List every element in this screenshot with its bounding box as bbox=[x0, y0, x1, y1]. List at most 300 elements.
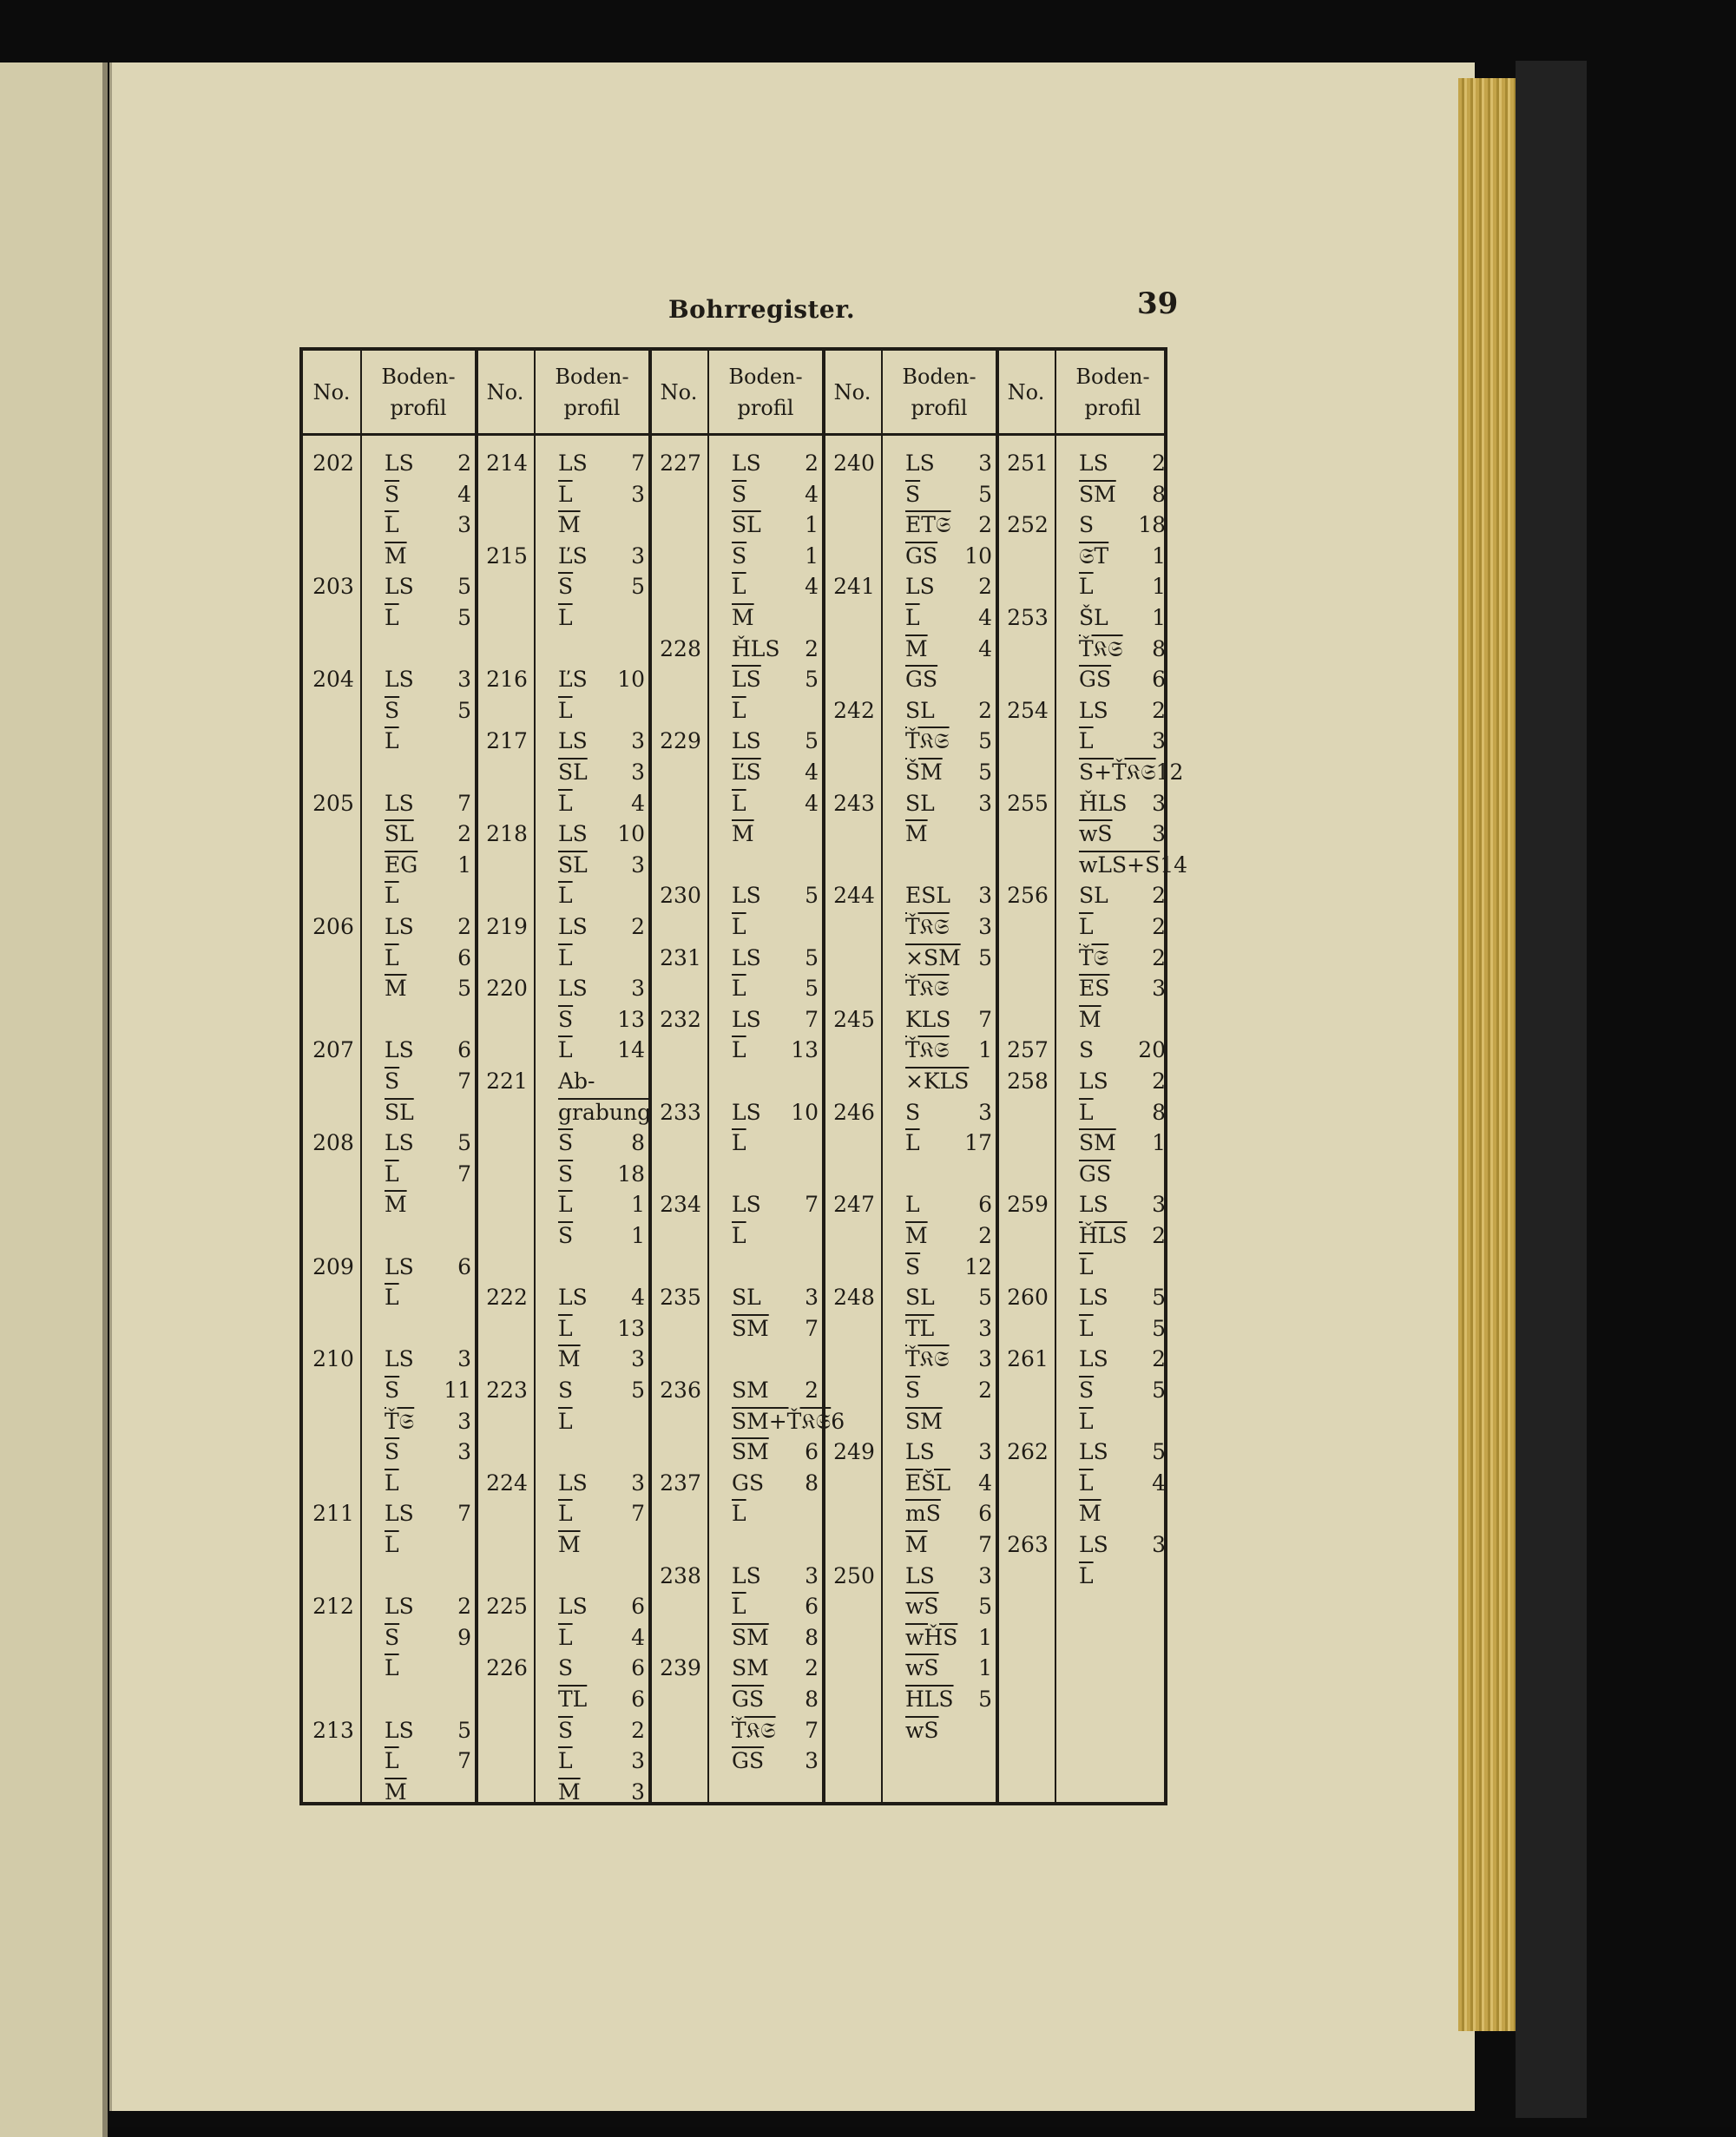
soil-layer bbox=[369, 1653, 482, 1684]
bore-number: 235 bbox=[660, 1285, 701, 1311]
soil-layer bbox=[542, 1004, 655, 1036]
soil-layer bbox=[369, 664, 482, 695]
soil-type: S bbox=[1079, 512, 1095, 538]
soil-type: $\overline{HLS}$ bbox=[905, 1686, 954, 1712]
soil-type: LS bbox=[385, 1594, 414, 1620]
layer-depth: 1 bbox=[805, 512, 819, 538]
header-no: No. bbox=[1007, 380, 1045, 404]
bore-number: 228 bbox=[660, 635, 701, 661]
layer-depth: 5 bbox=[457, 604, 471, 630]
soil-layer bbox=[890, 1035, 1003, 1066]
soil-layer bbox=[369, 695, 482, 727]
soil-type: $\overline{L}$ bbox=[558, 697, 573, 723]
soil-type: ĽS bbox=[558, 667, 588, 693]
layer-depth: 2 bbox=[805, 450, 819, 476]
soil-profile bbox=[369, 664, 482, 757]
layer-depth: 5 bbox=[978, 1686, 992, 1712]
layer-depth: 4 bbox=[978, 604, 992, 630]
soil-profile bbox=[542, 911, 655, 973]
soil-layer bbox=[716, 541, 829, 572]
soil-layer bbox=[716, 1498, 829, 1529]
header-bodenprofil-line1: Boden- bbox=[728, 365, 803, 389]
soil-profile bbox=[890, 1282, 1003, 1437]
soil-layer bbox=[716, 1591, 829, 1622]
soil-layer bbox=[716, 448, 829, 479]
layer-depth: 1 bbox=[631, 1192, 645, 1218]
soil-layer bbox=[542, 1498, 655, 1529]
soil-layer bbox=[716, 757, 829, 788]
soil-type: $\overline{S}$ bbox=[385, 481, 400, 507]
soil-type: $\overline{L}$ bbox=[558, 1192, 573, 1218]
soil-layer bbox=[369, 1375, 482, 1406]
soil-layer bbox=[369, 1406, 482, 1437]
header-bodenprofil bbox=[881, 361, 997, 424]
header-bodenprofil-line1: Boden- bbox=[1075, 365, 1150, 389]
soil-type: $\overline{L}$ bbox=[905, 1130, 920, 1156]
layer-depth: 3 bbox=[631, 1748, 645, 1774]
soil-type: LS bbox=[558, 1594, 588, 1620]
soil-layer bbox=[542, 1715, 655, 1746]
header-no: No. bbox=[833, 380, 871, 404]
bore-number: 219 bbox=[486, 914, 528, 939]
layer-depth: 4 bbox=[631, 1624, 645, 1650]
bore-number: 215 bbox=[486, 542, 528, 569]
soil-profile bbox=[369, 1715, 482, 1808]
layer-depth: 1 bbox=[457, 852, 471, 878]
bore-number: 222 bbox=[486, 1285, 528, 1311]
layer-depth: 8 bbox=[805, 1624, 819, 1650]
soil-type: LS bbox=[558, 450, 588, 476]
soil-type: LS bbox=[558, 1285, 588, 1311]
soil-type: $\overline{GS}$ bbox=[905, 667, 938, 693]
soil-profile bbox=[542, 1653, 655, 1807]
bore-number: 251 bbox=[1007, 450, 1049, 476]
soil-type: LS bbox=[732, 1006, 761, 1032]
soil-type: $\overline{S}$ bbox=[558, 1006, 574, 1032]
soil-layer bbox=[890, 788, 1003, 819]
soil-type: Ť𝔎𝔖 bbox=[1079, 635, 1123, 661]
header-bodenprofil-line2: profil bbox=[737, 396, 794, 420]
soil-layer bbox=[1063, 1128, 1176, 1159]
soil-type: $\overline{L}$ bbox=[385, 728, 399, 754]
soil-layer bbox=[890, 880, 1003, 911]
bore-number: 250 bbox=[833, 1562, 875, 1588]
soil-profile bbox=[1063, 1189, 1176, 1282]
soil-layer bbox=[1063, 510, 1176, 541]
layer-depth: 5 bbox=[805, 728, 819, 754]
soil-layer bbox=[716, 1468, 829, 1499]
layer-depth: 2 bbox=[978, 697, 992, 723]
soil-type: ĽS bbox=[558, 542, 588, 569]
soil-layer bbox=[369, 1282, 482, 1313]
soil-type: $\overline{L}$ bbox=[905, 604, 920, 630]
soil-type: Ť𝔎𝔖 bbox=[905, 976, 950, 1002]
soil-layer bbox=[716, 1282, 829, 1313]
bore-number: 212 bbox=[312, 1594, 354, 1620]
soil-type: $\overline{L}$ bbox=[732, 574, 746, 600]
soil-layer bbox=[1063, 973, 1176, 1004]
layer-depth: 1 bbox=[1152, 1130, 1166, 1156]
soil-layer bbox=[542, 1344, 655, 1375]
layer-depth: 3 bbox=[978, 1315, 992, 1341]
soil-type: $\overline{M}$ bbox=[1079, 1501, 1101, 1527]
soil-type: $\overline{L}$ bbox=[732, 1222, 746, 1248]
soil-type: $\overline{S}$ bbox=[1079, 1377, 1095, 1403]
soil-layer bbox=[542, 1313, 655, 1345]
soil-profile bbox=[716, 943, 829, 1004]
soil-profile bbox=[1063, 788, 1188, 881]
soil-type: $\overline{S}$ bbox=[385, 1624, 400, 1650]
header-no: No. bbox=[660, 380, 698, 404]
layer-depth: 5 bbox=[805, 976, 819, 1002]
soil-type: $\overline{S}$ bbox=[558, 1130, 574, 1156]
layer-depth: 4 bbox=[805, 759, 819, 785]
soil-layer bbox=[1063, 1220, 1176, 1252]
soil-layer bbox=[716, 1715, 829, 1746]
soil-layer bbox=[542, 1282, 655, 1313]
soil-layer bbox=[369, 1468, 482, 1499]
soil-type: $\overline{M}$ bbox=[385, 1779, 407, 1805]
soil-type: $\overline{S}$ bbox=[558, 1222, 574, 1248]
soil-layer bbox=[1063, 602, 1176, 634]
soil-type: LS bbox=[385, 1717, 414, 1743]
bore-number: 226 bbox=[486, 1655, 528, 1681]
soil-profile bbox=[542, 726, 655, 819]
soil-type: S bbox=[558, 1655, 574, 1681]
bore-number: 244 bbox=[833, 883, 875, 909]
soil-layer bbox=[716, 1220, 829, 1252]
soil-type: ȞLS bbox=[732, 635, 780, 661]
soil-type: $\overline{wȞS}$ bbox=[905, 1624, 958, 1650]
soil-layer bbox=[369, 1777, 482, 1808]
layer-depth: 3 bbox=[457, 1408, 471, 1434]
layer-depth: 4 bbox=[805, 481, 819, 507]
soil-layer bbox=[716, 1004, 829, 1036]
layer-depth: 4 bbox=[1152, 1470, 1166, 1496]
soil-profile bbox=[716, 880, 829, 942]
layer-depth: 7 bbox=[457, 1748, 471, 1774]
soil-profile bbox=[542, 541, 655, 634]
soil-profile bbox=[890, 1561, 1003, 1746]
soil-layer bbox=[542, 943, 655, 974]
soil-type: Ť𝔎𝔖 bbox=[905, 913, 950, 939]
soil-type: $\overline{L}$ bbox=[385, 1470, 399, 1496]
soil-layer bbox=[716, 1035, 829, 1066]
layer-depth: 4 bbox=[978, 635, 992, 661]
layer-depth: 14 bbox=[617, 1037, 645, 1063]
soil-type: $\overline{SL}$ bbox=[558, 852, 588, 878]
soil-layer bbox=[1063, 1159, 1176, 1190]
bore-number: 232 bbox=[660, 1006, 701, 1032]
layer-depth: 7 bbox=[457, 1068, 471, 1094]
soil-profile bbox=[716, 726, 829, 849]
soil-layer bbox=[542, 448, 655, 479]
layer-depth: 6 bbox=[831, 1408, 845, 1434]
page-number: 39 bbox=[1137, 286, 1179, 321]
soil-type: $\overline{S}$ bbox=[385, 1377, 400, 1403]
soil-type: $\overline{wS}$ bbox=[905, 1655, 939, 1681]
layer-depth: 3 bbox=[631, 1346, 645, 1372]
soil-layer bbox=[890, 448, 1003, 479]
soil-type: $\overline{M}$ bbox=[558, 512, 581, 538]
layer-depth: 6 bbox=[631, 1594, 645, 1620]
soil-type: $\overline{L}$ bbox=[1079, 1470, 1094, 1496]
soil-layer bbox=[716, 1746, 829, 1777]
soil-layer bbox=[542, 726, 655, 757]
layer-depth: 10 bbox=[617, 821, 645, 847]
soil-profile bbox=[890, 1437, 1003, 1560]
soil-layer bbox=[369, 1128, 482, 1159]
soil-layer bbox=[890, 1622, 1003, 1654]
bore-number: 223 bbox=[486, 1378, 528, 1403]
soil-type: $\overline{SM}$ bbox=[732, 1624, 769, 1650]
layer-depth: 3 bbox=[978, 1562, 992, 1588]
soil-type: $\overline{GS}$ bbox=[1079, 1161, 1112, 1187]
soil-profile bbox=[369, 571, 482, 633]
soil-layer bbox=[1063, 911, 1176, 943]
soil-type: LS bbox=[385, 667, 414, 693]
soil-type: $\overline{SL}$ bbox=[558, 759, 588, 785]
soil-type: $\overline{M}$ bbox=[905, 1222, 928, 1248]
soil-profile bbox=[1063, 1529, 1176, 1591]
soil-layer bbox=[1063, 479, 1176, 510]
layer-depth: 5 bbox=[457, 1717, 471, 1743]
layer-depth: 2 bbox=[1152, 1068, 1166, 1094]
soil-profile bbox=[369, 1498, 482, 1560]
soil-profile bbox=[542, 1591, 655, 1653]
soil-profile bbox=[890, 880, 1003, 1003]
soil-layer bbox=[890, 664, 1003, 695]
soil-layer bbox=[542, 541, 655, 572]
soil-layer bbox=[369, 1344, 482, 1375]
soil-layer bbox=[542, 1777, 655, 1808]
layer-depth: 2 bbox=[805, 635, 819, 661]
soil-layer bbox=[542, 1066, 655, 1097]
bore-number: 258 bbox=[1007, 1068, 1049, 1094]
soil-type: $\overline{M}$ bbox=[558, 1346, 581, 1372]
soil-type: L bbox=[905, 1192, 920, 1218]
bore-number: 207 bbox=[312, 1037, 354, 1063]
soil-type: LS bbox=[558, 976, 588, 1002]
soil-layer bbox=[890, 1220, 1003, 1252]
soil-type: $\overline{L}$ bbox=[732, 1501, 746, 1527]
soil-layer bbox=[1063, 1375, 1176, 1406]
soil-type: LS bbox=[732, 944, 761, 970]
soil-type: $\overline{L}$ bbox=[732, 1037, 746, 1063]
soil-layer bbox=[542, 1653, 655, 1684]
layer-depth: 5 bbox=[1152, 1315, 1166, 1341]
header-bodenprofil-line1: Boden- bbox=[902, 365, 976, 389]
soil-layer bbox=[1063, 1035, 1176, 1066]
soil-layer bbox=[890, 973, 1003, 1004]
layer-depth: 3 bbox=[1152, 976, 1166, 1002]
bore-number: 256 bbox=[1007, 883, 1049, 909]
soil-layer bbox=[369, 1189, 482, 1220]
soil-layer bbox=[890, 1128, 1003, 1159]
layer-depth: 2 bbox=[1152, 944, 1166, 970]
soil-layer bbox=[542, 1097, 655, 1128]
soil-type: $\overline{TL}$ bbox=[558, 1686, 588, 1712]
layer-depth: 3 bbox=[457, 512, 471, 538]
layer-depth: 3 bbox=[805, 1285, 819, 1311]
soil-profile bbox=[542, 973, 655, 1066]
bore-number: 245 bbox=[833, 1006, 875, 1032]
layer-depth: 13 bbox=[791, 1037, 819, 1063]
layer-depth: 3 bbox=[1152, 1532, 1166, 1557]
soil-layer bbox=[716, 788, 829, 819]
layer-depth: 2 bbox=[1152, 883, 1166, 909]
layer-depth: 1 bbox=[1152, 574, 1166, 600]
soil-type: $\overline{L}$ bbox=[1079, 1253, 1094, 1279]
layer-depth: 7 bbox=[978, 1531, 992, 1557]
soil-profile bbox=[369, 1252, 482, 1313]
soil-profile bbox=[1063, 602, 1176, 695]
bore-number: 239 bbox=[660, 1655, 701, 1681]
soil-profile bbox=[369, 448, 482, 571]
soil-type: $\overline{SM}$ bbox=[1079, 481, 1116, 507]
soil-layer bbox=[716, 1313, 829, 1345]
soil-type: 𝔖T bbox=[1079, 542, 1109, 569]
layer-depth: 5 bbox=[978, 759, 992, 785]
soil-type: LS bbox=[905, 1562, 935, 1588]
bore-number: 247 bbox=[833, 1192, 875, 1218]
layer-depth: 3 bbox=[978, 450, 992, 476]
soil-type: $\overline{S}$ bbox=[905, 1253, 921, 1279]
layer-depth: 6 bbox=[805, 1594, 819, 1620]
soil-type: S bbox=[558, 1378, 574, 1403]
layer-depth: 6 bbox=[457, 1037, 471, 1063]
layer-depth: 9 bbox=[457, 1624, 471, 1650]
layer-depth: 2 bbox=[805, 1378, 819, 1403]
soil-type: ESL bbox=[905, 883, 950, 909]
soil-type: grabung bbox=[558, 1099, 652, 1125]
layer-depth: 3 bbox=[631, 976, 645, 1002]
layer-depth: 5 bbox=[805, 667, 819, 693]
bore-number: 242 bbox=[833, 697, 875, 723]
soil-type: ŠL bbox=[1079, 605, 1108, 630]
layer-depth: 18 bbox=[617, 1161, 645, 1187]
soil-type: $\overline{L}$ bbox=[558, 883, 573, 909]
soil-layer bbox=[890, 1529, 1003, 1561]
soil-type: LS bbox=[385, 1253, 414, 1279]
soil-layer bbox=[1063, 448, 1176, 479]
soil-layer bbox=[369, 726, 482, 757]
soil-type: LS bbox=[1079, 1532, 1108, 1557]
soil-type: $\overline{L}$ bbox=[558, 1315, 573, 1341]
soil-profile bbox=[716, 634, 829, 727]
layer-depth: 2 bbox=[978, 1377, 992, 1403]
layer-depth: 6 bbox=[978, 1192, 992, 1218]
soil-type: $\overline{ŠM}$ bbox=[905, 759, 943, 785]
layer-depth: 13 bbox=[617, 1315, 645, 1341]
header-no: No. bbox=[486, 380, 524, 404]
soil-layer bbox=[369, 1066, 482, 1097]
soil-type: $\overline{L}$ bbox=[558, 790, 573, 816]
layer-depth: 3 bbox=[631, 759, 645, 785]
soil-profile bbox=[369, 911, 482, 1004]
header-bodenprofil bbox=[534, 361, 650, 424]
header-bodenprofil bbox=[707, 361, 824, 424]
layer-depth: 7 bbox=[631, 1501, 645, 1527]
soil-layer bbox=[890, 1653, 1003, 1684]
soil-type: LS bbox=[905, 574, 935, 600]
soil-type: $\overline{L}$ bbox=[558, 481, 573, 507]
soil-profile bbox=[542, 1468, 655, 1561]
layer-depth: 6 bbox=[978, 1501, 992, 1527]
soil-layer bbox=[542, 602, 655, 634]
soil-profile bbox=[542, 1282, 655, 1375]
soil-layer bbox=[716, 880, 829, 911]
soil-layer bbox=[1063, 819, 1176, 850]
layer-depth: 2 bbox=[978, 574, 992, 600]
soil-type: $\overline{TL}$ bbox=[905, 1315, 935, 1341]
soil-type: $\overline{M}$ bbox=[385, 1192, 407, 1218]
header-bodenprofil-line2: profil bbox=[390, 396, 447, 420]
layer-depth: 8 bbox=[805, 1686, 819, 1712]
soil-layer bbox=[369, 1529, 482, 1561]
soil-type: Ť𝔎𝔖 bbox=[905, 1346, 950, 1372]
bore-number: 216 bbox=[486, 667, 528, 693]
layer-depth: 5 bbox=[805, 883, 819, 909]
soil-type: $\overline{L}$ bbox=[1079, 1408, 1094, 1434]
soil-type: LS bbox=[1079, 1346, 1108, 1372]
bore-number: 252 bbox=[1007, 512, 1049, 538]
soil-layer bbox=[369, 1746, 482, 1777]
bore-number: 231 bbox=[660, 944, 701, 970]
layer-depth: 2 bbox=[978, 1222, 992, 1248]
soil-layer bbox=[369, 1715, 482, 1746]
layer-depth: 6 bbox=[457, 1253, 471, 1279]
layer-depth: 5 bbox=[631, 1378, 645, 1403]
soil-type: Ť𝔎𝔖 bbox=[732, 1717, 776, 1743]
bore-number: 249 bbox=[833, 1439, 875, 1465]
soil-type: $\overline{EŠL}$ bbox=[905, 1470, 950, 1496]
soil-layer bbox=[542, 510, 655, 541]
soil-type: $\overline{L}$ bbox=[1079, 574, 1094, 600]
layer-depth: 2 bbox=[1152, 450, 1166, 476]
soil-type: $\overline{L}$ bbox=[385, 1748, 399, 1774]
soil-layer bbox=[890, 1097, 1003, 1128]
bore-number: 225 bbox=[486, 1594, 528, 1620]
soil-type: $\overline{wS}$ bbox=[905, 1717, 939, 1743]
soil-type: S bbox=[1079, 1037, 1095, 1063]
soil-layer bbox=[542, 880, 655, 911]
soil-layer bbox=[890, 1715, 1003, 1746]
soil-layer bbox=[542, 788, 655, 819]
header-bodenprofil bbox=[360, 361, 477, 424]
layer-depth: 6 bbox=[805, 1439, 819, 1465]
soil-layer bbox=[1063, 1066, 1176, 1097]
layer-depth: 3 bbox=[631, 1779, 645, 1805]
soil-type: $\overline{SM}$ bbox=[905, 1408, 943, 1434]
soil-type: Ť𝔎𝔖 bbox=[905, 1037, 950, 1063]
soil-layer bbox=[1063, 943, 1176, 974]
soil-layer bbox=[890, 911, 1003, 943]
soil-layer bbox=[716, 1437, 829, 1468]
bore-number: 213 bbox=[312, 1717, 354, 1743]
soil-layer bbox=[890, 819, 1003, 850]
soil-layer bbox=[716, 1622, 829, 1654]
soil-profile bbox=[716, 448, 829, 634]
soil-profile bbox=[369, 1035, 482, 1128]
layer-depth: 3 bbox=[978, 1439, 992, 1465]
soil-layer bbox=[542, 911, 655, 943]
layer-depth: 1 bbox=[978, 1655, 992, 1681]
layer-depth: 5 bbox=[457, 697, 471, 723]
soil-type: wLS+S bbox=[1079, 852, 1161, 878]
soil-type: LS bbox=[732, 728, 761, 754]
soil-profile bbox=[716, 1004, 829, 1066]
